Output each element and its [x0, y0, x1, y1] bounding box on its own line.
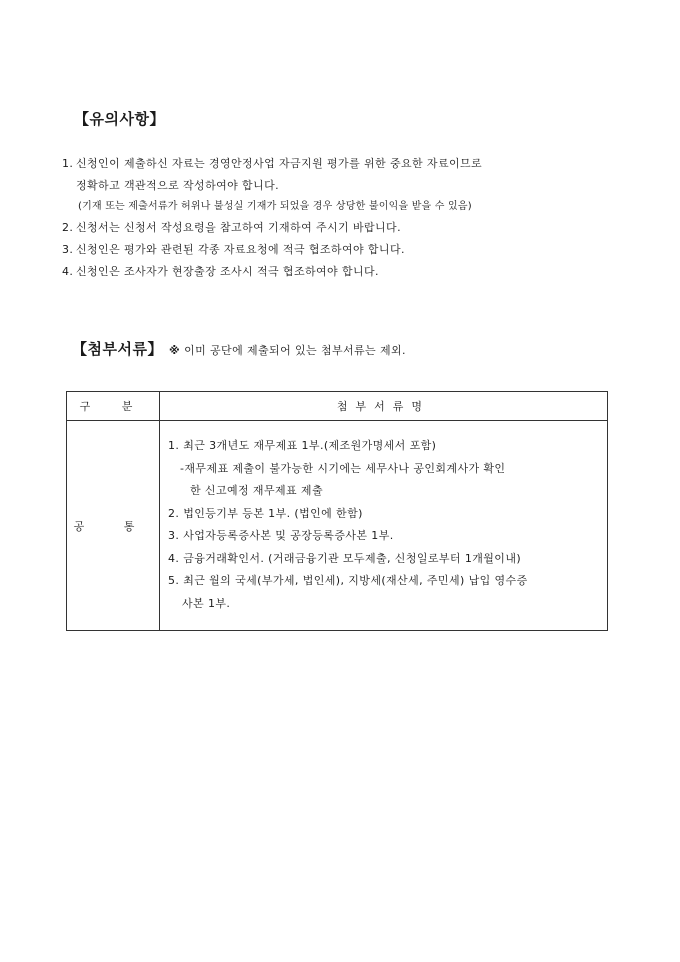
table-row — [67, 421, 608, 631]
notice-item-text: 신청인이 제출하신 자료는 경영안정사업 자금지원 평가를 위한 중요한 자료이므로 — [76, 157, 483, 170]
notice-item-text: 신청서는 신청서 작성요령을 참고하여 기재하여 주시기 바랍니다. — [76, 221, 401, 234]
notice-item-3 — [62, 239, 622, 261]
notice-title: 【유의사항】 — [74, 110, 165, 128]
table-header-row — [67, 392, 608, 421]
attachments-note-text: 이미 공단에 제출되어 있는 첨부서류는 제외. — [184, 344, 406, 357]
reference-mark-icon: ※ — [168, 344, 181, 357]
notice-item-1 — [62, 153, 622, 175]
notice-item-subnote: (기재 또는 제출서류가 허위나 불성실 기재가 되었을 경우 상당한 불이익을 받을 수 있음) — [78, 201, 472, 212]
attachments-header — [72, 338, 406, 359]
notice-item-text-continued: 정확하고 객관적으로 작성하여야 합니다. — [76, 179, 280, 192]
category-cell: 공 통 — [67, 421, 160, 631]
document-item-1: 1. 최근 3개년도 재무제표 1부.(제조원가명세서 포함) — [168, 439, 437, 452]
notice-item-text: 신청인은 조사자가 현장출장 조사시 적극 협조하여야 합니다. — [76, 265, 379, 278]
column-header-category: 구 분 — [67, 392, 160, 421]
attachments-title: 【첨부서류】 — [72, 340, 163, 358]
notice-item-number: 2. — [62, 221, 74, 234]
notice-item-4 — [62, 261, 622, 283]
document-item-4: 4. 금융거래확인서. (거래금융기관 모두제출, 신청일로부터 1개월이내) — [168, 551, 522, 565]
document-item-3: 3. 사업자등록증사본 및 공장등록증사본 1부. — [168, 529, 394, 542]
notice-list — [62, 153, 622, 283]
notice-item-text: 신청인은 평가와 관련된 각종 자료요청에 적극 협조하여야 합니다. — [76, 243, 405, 256]
document-item-5: 5. 최근 월의 국세(부가세, 법인세), 지방세(재산세, 주민세) 납입 영수증 — [168, 574, 528, 587]
notice-item-number: 3. — [62, 243, 74, 256]
notice-item-number: 1. — [62, 157, 74, 170]
document-item-5-continued: 사본 1부. — [182, 596, 231, 610]
document-item-2: 2. 법인등기부 등본 1부. (법인에 한함) — [168, 506, 363, 520]
attachments-note — [169, 344, 406, 357]
subnote-text-continued: 한 신고예정 재무제표 제출 — [190, 484, 323, 497]
notice-item-number: 4. — [62, 265, 74, 278]
document-list-cell — [160, 421, 608, 631]
document-item-1-subnote — [168, 458, 599, 481]
column-header-document-name: 첨부서류명 — [160, 392, 608, 421]
subnote-text: -재무제표 제출이 불가능한 시기에는 세무사나 공인회계사가 확인 — [180, 461, 506, 475]
attachments-table — [66, 391, 608, 631]
notice-item-2 — [62, 217, 622, 239]
